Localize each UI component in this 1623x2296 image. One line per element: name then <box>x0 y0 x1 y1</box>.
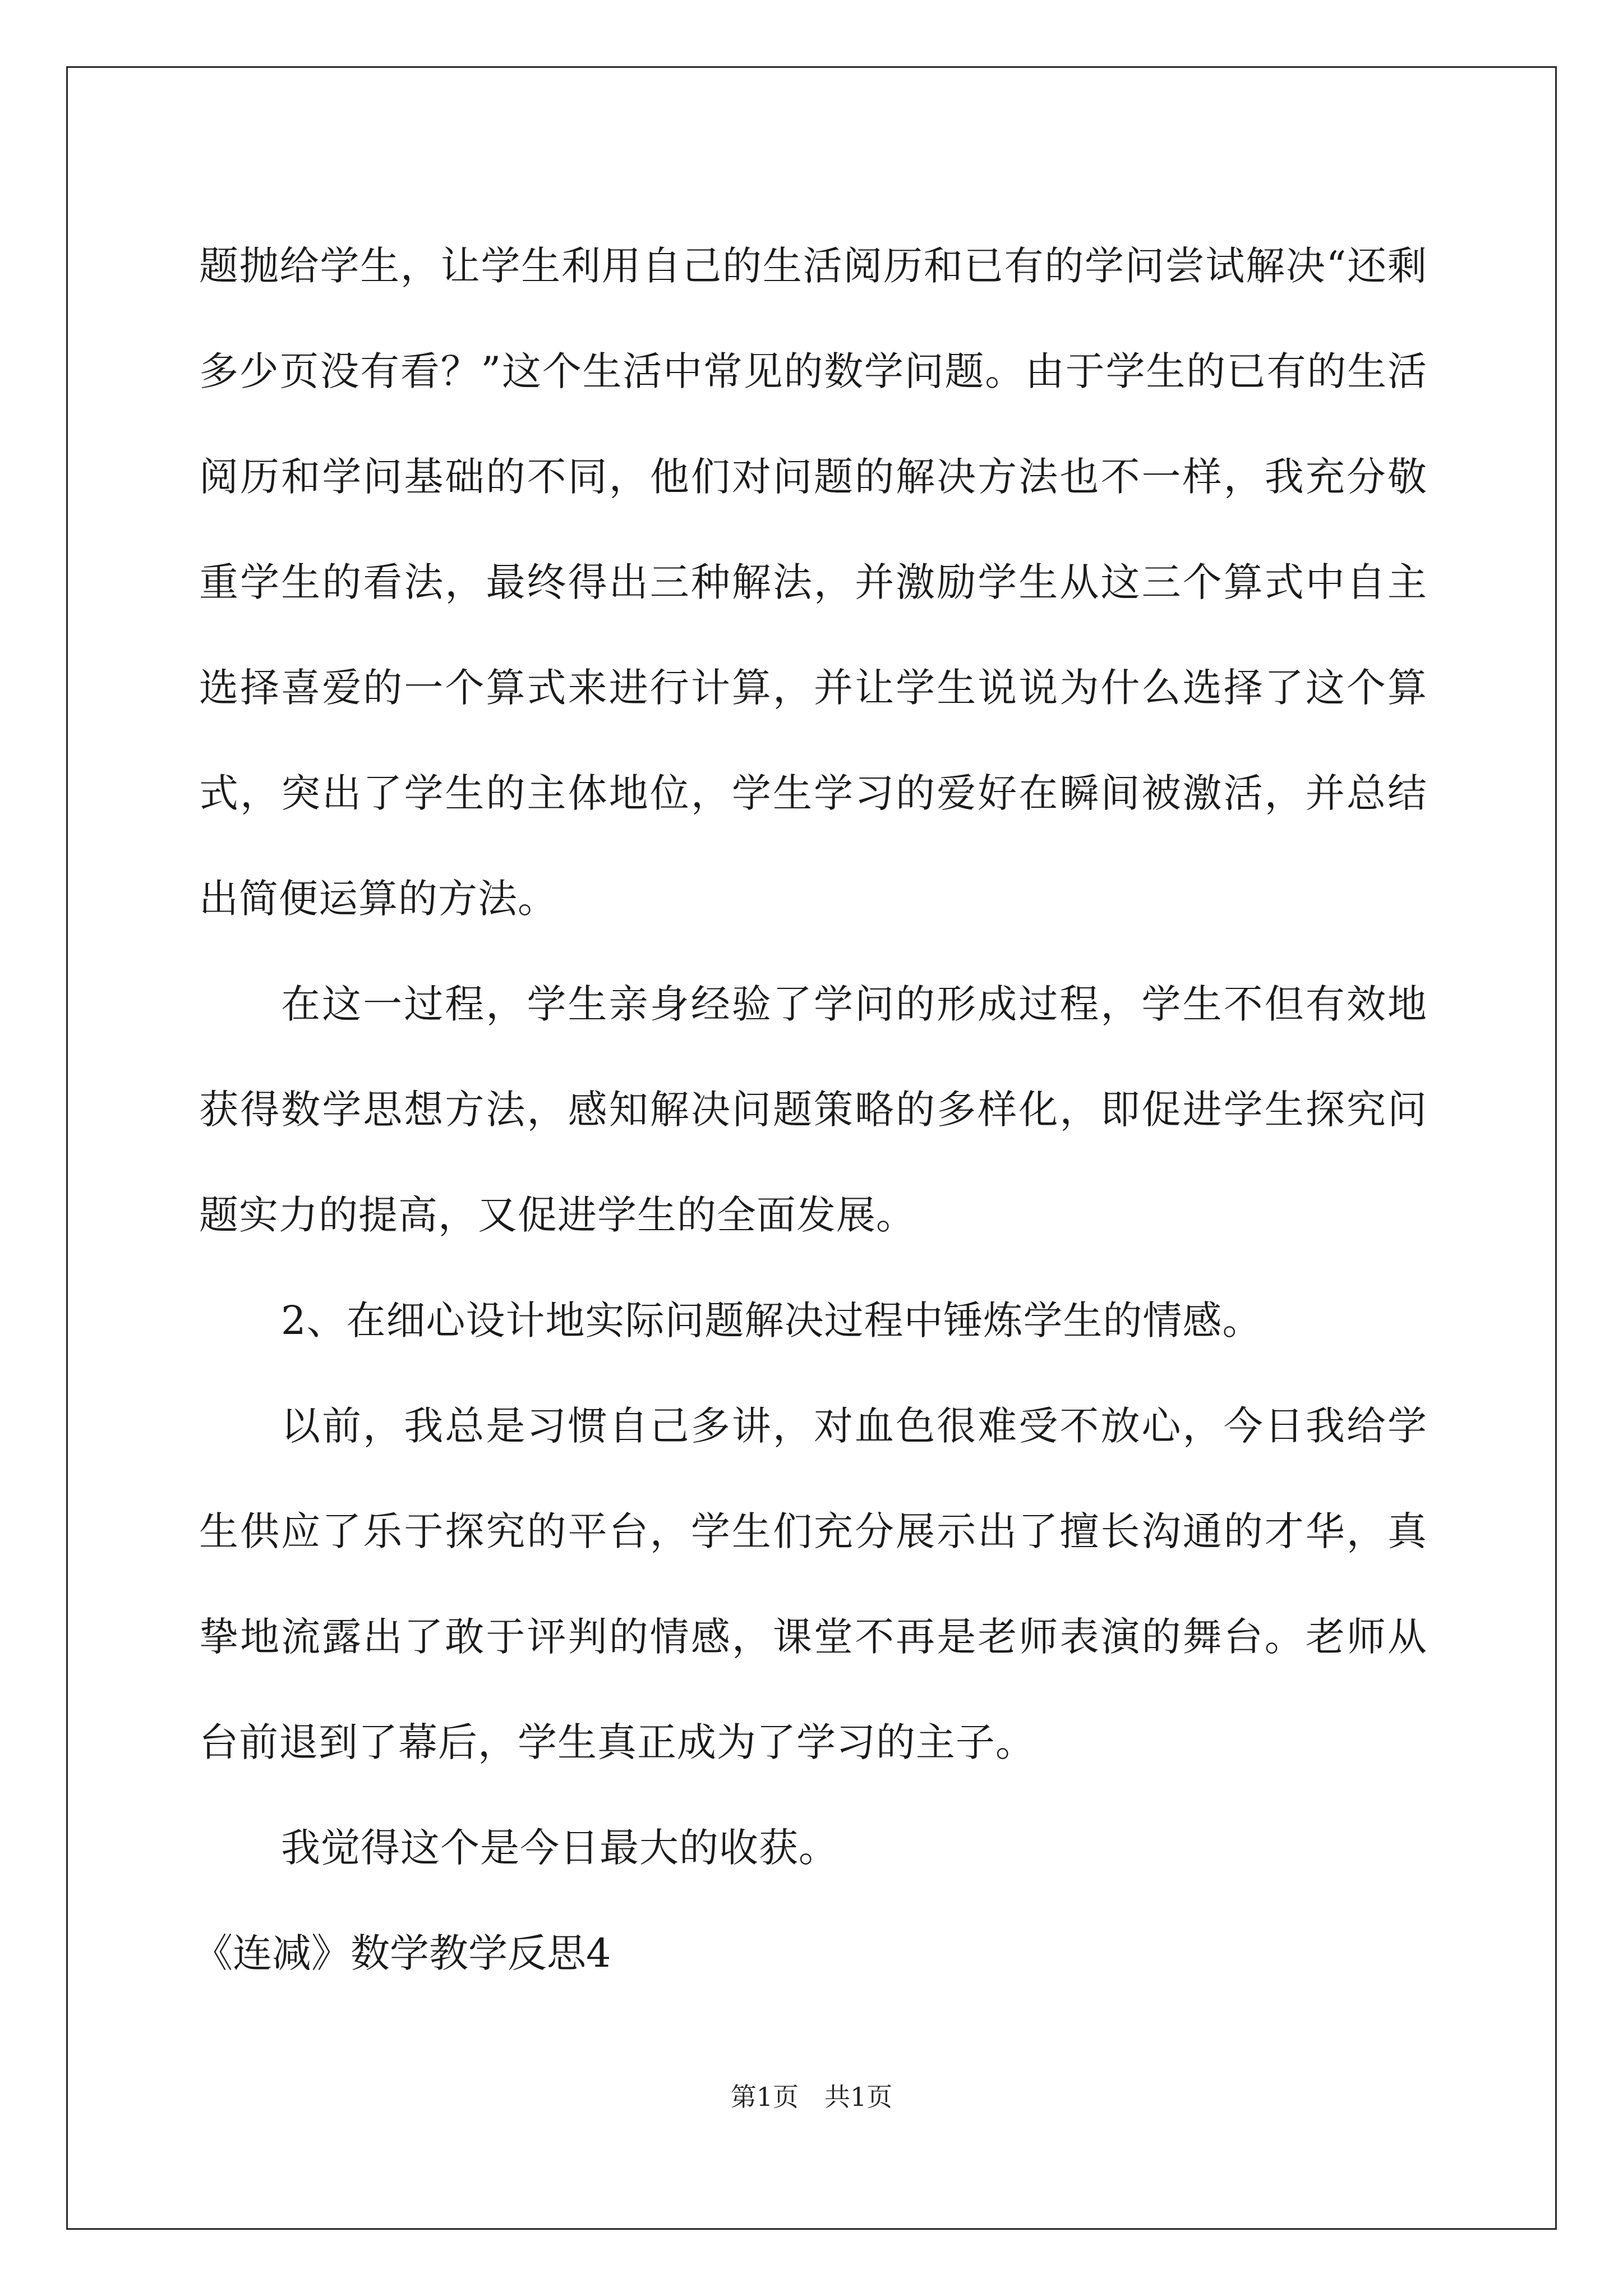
paragraph-3: 2、在细心设计地实际问题解决过程中锤炼学生的情感。 <box>281 1297 1262 1343</box>
page-number-footer: 第1页 共1页 <box>730 2082 893 2112</box>
paragraph-4: 以前，我总是习惯自己多讲，对血色很难受不放心，今日我给学生供应了乐于探究的平台，学生们充分展示出了擅长沟通的才华，真挚地流露出了敢于评判的情感，课堂不再是老师表演的舞台。老师从台前退到了幕后，学生真正成为了学习的主子。 <box>199 1403 1427 1765</box>
document-body <box>193 213 1427 2006</box>
section-heading: 《连减》数学教学反思4 <box>193 1930 611 1976</box>
paragraph-1: 题抛给学生，让学生利用自己的生活阅历和已有的学问尝试解决“还剩多少页没有看？”这个生活中常见的数学问题。由于学生的已有的生活阅历和学问基础的不同，他们对问题的解决方法也不一样，我充分敬重学生的看法，最终得出三种解法，并激励学生从这三个算式中自主选择喜爱的一个算式来进行计算，并让学生说说为什么选择了这个算式，突出了学生的主体地位，学生学习的爱好在瞬间被激活，并总结出简便运算的方法。 <box>199 243 1427 922</box>
paragraph-2: 在这一过程，学生亲身经验了学问的形成过程，学生不但有效地获得数学思想方法，感知解决问题策略的多样化，即促进学生探究问题实力的提高，又促进学生的全面发展。 <box>199 981 1427 1238</box>
paragraph-5: 我觉得这个是今日最大的收获。 <box>281 1825 838 1871</box>
